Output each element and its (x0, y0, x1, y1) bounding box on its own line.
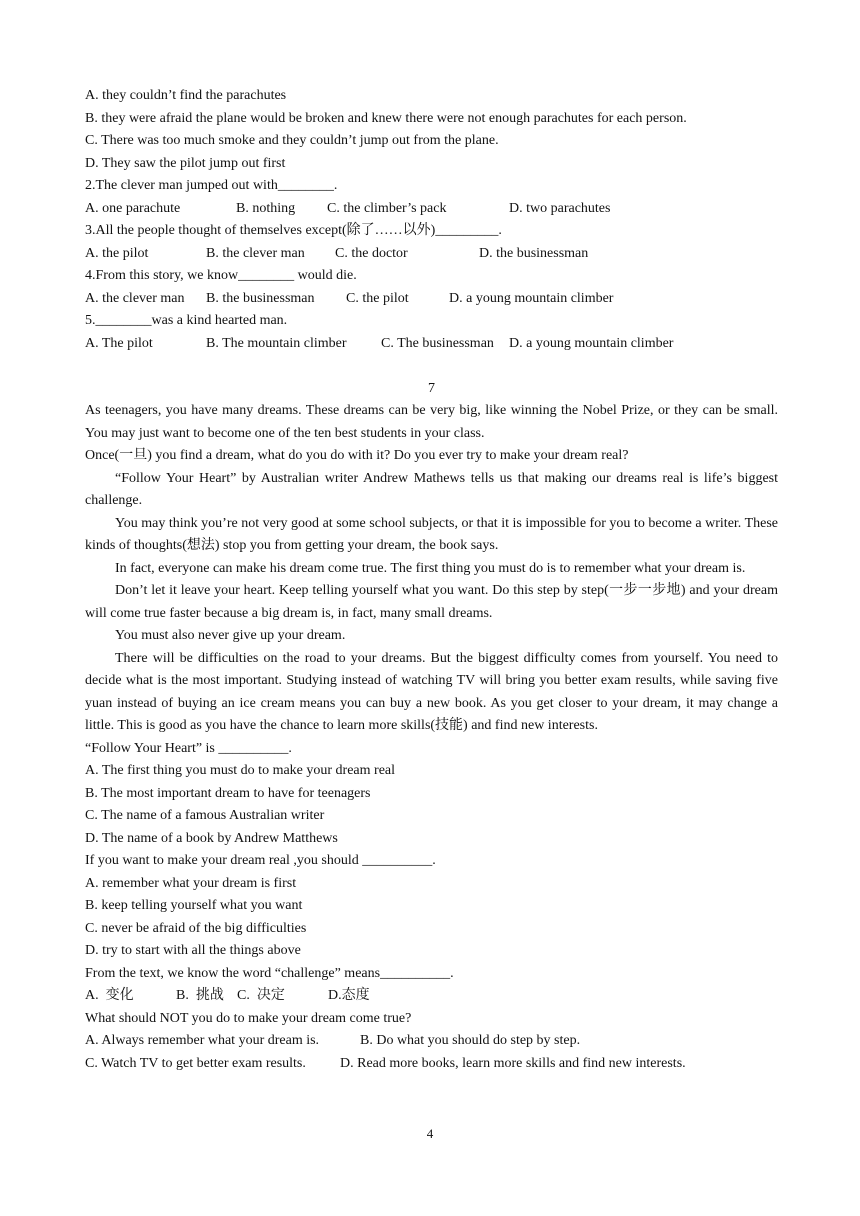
option: D. a young mountain climber (509, 335, 674, 351)
paragraph: Once(一旦) you find a dream, what do you do with it? Do you ever try to make your dream real? (85, 448, 629, 463)
passage-question-1: “Follow Your Heart” is __________. (85, 740, 292, 756)
option-line: A. The first thing you must do to make your dream real (85, 763, 396, 778)
option: C. the pilot (346, 290, 409, 306)
paragraph: Don’t let it leave your heart. Keep telling yourself what you want. Do this step by step(一步一步地) and your dream will come true faster because a big dream is, in fact, many small dreams. (85, 583, 778, 621)
option-line: A. remember what your dream is first (85, 875, 297, 891)
question-5-options (85, 333, 778, 356)
passage-number: 7 (428, 380, 435, 396)
paragraph: You may think you’re not very good at some school subjects, or that it is impossible for you to become a writer. These kinds of thoughts(想法) stop you from getting your dream, the book says. (85, 515, 778, 553)
option: A. The pilot (85, 335, 153, 351)
page-number: 4 (426, 1126, 434, 1141)
option: D. Read more books, learn more skills and find new interests. (340, 1055, 686, 1071)
question-4-options (85, 288, 778, 311)
passage-question-4: What should NOT you do to make your dream come true? (85, 1010, 412, 1026)
option: A. the pilot (85, 245, 149, 261)
option: C. The businessman (381, 335, 494, 351)
question-1-options (85, 85, 778, 175)
option-line: B. they were afraid the plane would be broken and knew there were not enough parachutes for each person. (85, 110, 687, 126)
option: D. the businessman (479, 245, 589, 261)
option: A. the clever man (85, 290, 185, 306)
option-line: D. They saw the pilot jump out first (85, 155, 286, 171)
paragraph: There will be difficulties on the road to your dreams. But the biggest difficulty comes from yourself. You need to decide what is the most important. Studying instead of watching TV will bring you better exam results, while saving five yuan instead of buying an ice cream means you can buy a new book. As you get closer to your dream, it may change a little. This is good as you have the chance to learn more skills(技能) and find new interests. (85, 650, 778, 733)
option: D. two parachutes (509, 200, 611, 216)
passage-question-3-options (85, 985, 778, 1008)
question-4: 4.From this story, we know________ would die. (85, 268, 357, 283)
passage-question-4-options-row-1 (85, 1030, 778, 1053)
option-line: C. The name of a famous Australian writer (85, 808, 325, 823)
passage-question-3: From the text, we know the word “challenge” means__________. (85, 965, 454, 981)
option-line: C. never be afraid of the big difficulties (85, 920, 307, 936)
option: B. Do what you should do step by step. (360, 1033, 581, 1048)
option: B. the businessman (206, 290, 315, 306)
option: C. Watch TV to get better exam results. (85, 1055, 306, 1071)
option: A. one parachute (85, 200, 181, 216)
option-line: B. keep telling yourself what you want (85, 898, 303, 913)
option-line: B. The most important dream to have for teenagers (85, 785, 371, 801)
paragraph: In fact, everyone can make his dream come true. The first thing you must do is to remember what your dream is. (115, 560, 746, 576)
option: B. nothing (236, 200, 296, 216)
option: A. Always remember what your dream is. (85, 1033, 320, 1048)
option: B. 挑战 (176, 988, 224, 1003)
option-line: C. There was too much smoke and they couldn’t jump out from the plane. (85, 133, 499, 148)
option: B. the clever man (206, 245, 305, 261)
option: D. a young mountain climber (449, 290, 614, 306)
question-2-options (85, 198, 778, 221)
spacer (85, 355, 778, 378)
passage-question-4-options-row-2 (85, 1053, 778, 1076)
option: A. 变化 (85, 988, 134, 1003)
passage-question-2: If you want to make your dream real ,you should __________. (85, 853, 436, 868)
question-3: 3.All the people thought of themselves except(除了……以外)_________. (85, 223, 502, 238)
paragraph: “Follow Your Heart” by Australian writer Andrew Mathews tells us that making our dreams real is life’s biggest challenge. (85, 470, 778, 508)
question-5: 5.________was a kind hearted man. (85, 313, 288, 328)
option-line: D. The name of a book by Andrew Matthews (85, 830, 338, 846)
option: C. the climber’s pack (327, 200, 447, 216)
option: B. The mountain climber (206, 335, 347, 351)
option-line: A. they couldn’t find the parachutes (85, 88, 287, 103)
option: C. the doctor (335, 245, 408, 261)
paragraph: As teenagers, you have many dreams. These dreams can be very big, like winning the Nobel Prize, or they can be small. You may just want to become one of the ten best students in your class. (85, 403, 778, 441)
option-line: D. try to start with all the things above (85, 943, 301, 958)
question-2: 2.The clever man jumped out with________. (85, 178, 338, 193)
paragraph: You must also never give up your dream. (115, 628, 346, 643)
question-3-options (85, 243, 778, 266)
option: C. 决定 (237, 988, 285, 1003)
option: D.态度 (328, 988, 370, 1003)
